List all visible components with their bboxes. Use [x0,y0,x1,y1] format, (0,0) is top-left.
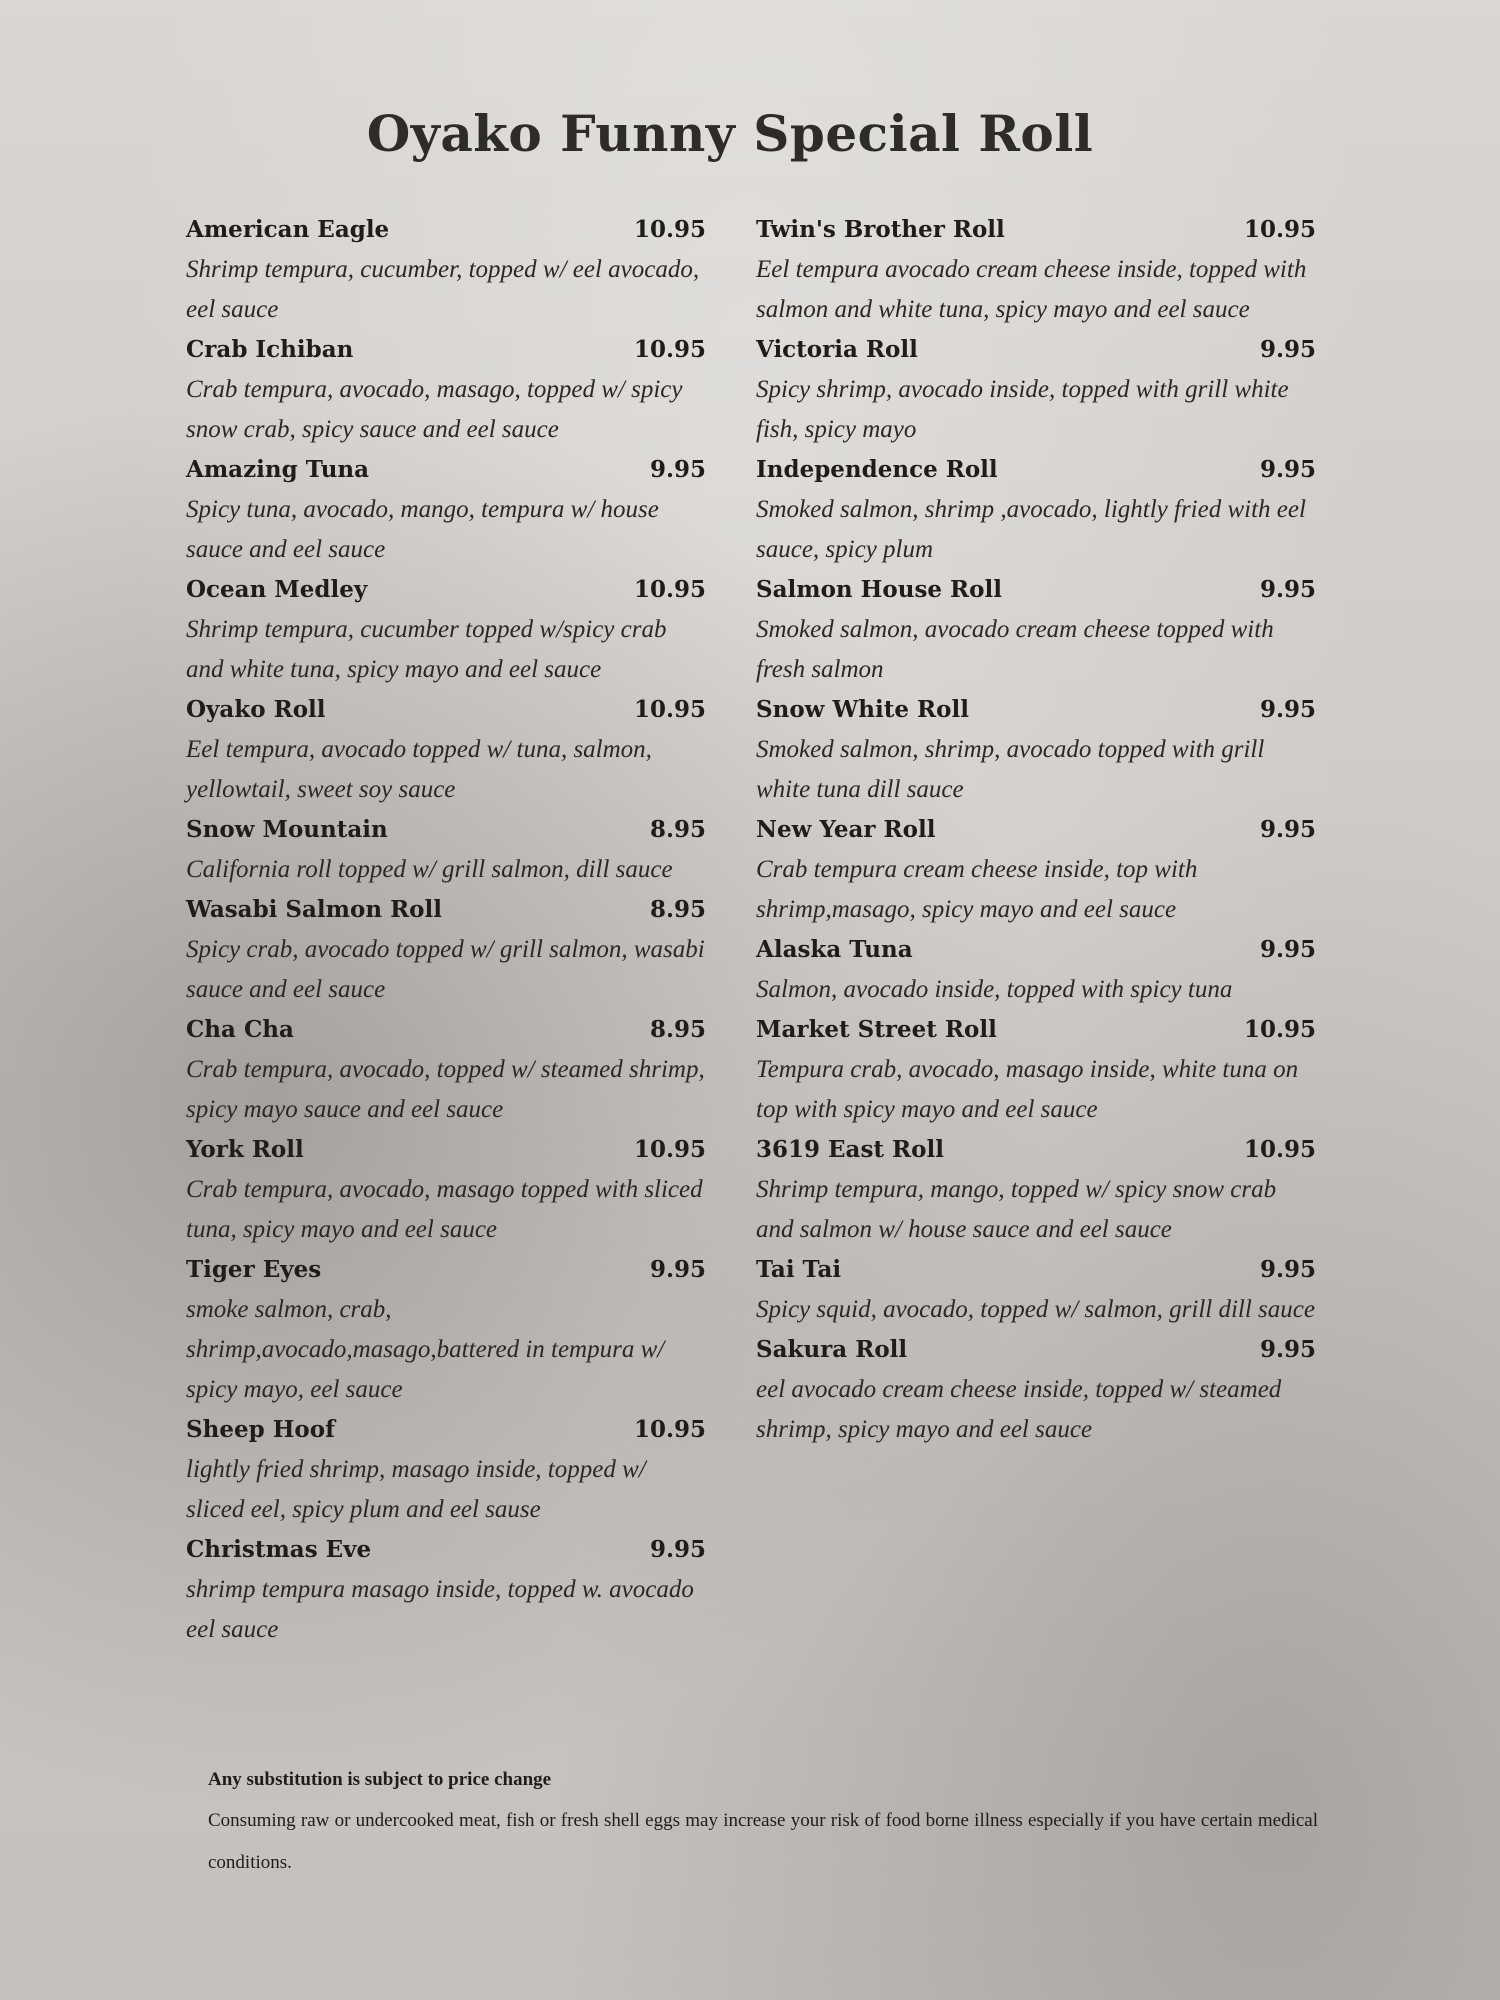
menu-item-description: lightly fried shrimp, masago inside, topped w/ sliced eel, spicy plum and eel sause [186,1456,646,1523]
menu-item [756,690,1316,810]
menu-item-description: Eel tempura, avocado topped w/ tuna, salmon, yellowtail, sweet soy sauce [186,736,652,803]
menu-item-name: Snow White Roll [756,696,969,723]
menu-item-price: 10.95 [633,576,706,603]
menu-item-header [186,1010,706,1050]
menu-title: Oyako Funny Special Roll [366,104,1094,163]
menu-item-description: Crab tempura, avocado, topped w/ steamed shrimp, spicy mayo sauce and eel sauce [186,1056,705,1123]
menu-item-price: 9.95 [1259,456,1316,483]
menu-item [186,1410,706,1530]
menu-item-price: 8.95 [649,816,706,843]
food-safety-warning: Consuming raw or undercooked meat, fish or fresh shell eggs may increase your risk of food borne illness especially if you have certain medical conditions. [208,1810,1318,1873]
menu-item-header [186,450,706,490]
menu-item [186,1010,706,1130]
menu-item-price: 9.95 [649,456,706,483]
menu-item-header [756,930,1316,970]
menu-item-description: Shrimp tempura, mango, topped w/ spicy snow crab and salmon w/ house sauce and eel sauce [756,1176,1277,1243]
menu-item-name: Tiger Eyes [186,1256,322,1283]
menu-item [756,210,1316,330]
menu-item-header [186,810,706,850]
menu-item-header [186,1530,706,1570]
menu-item-price: 9.95 [1259,336,1316,363]
menu-item [756,810,1316,930]
menu-item-name: Wasabi Salmon Roll [186,896,442,923]
menu-item-price: 9.95 [1259,576,1316,603]
menu-item-header [186,1410,706,1450]
menu-item [186,1530,706,1650]
menu-item-price: 10.95 [633,216,706,243]
menu-item-name: Snow Mountain [186,816,388,843]
menu-item-price: 9.95 [649,1256,706,1283]
menu-item-price: 8.95 [649,1016,706,1043]
menu-item [186,570,706,690]
menu-item-name: Twin's Brother Roll [756,216,1005,243]
menu-item-name: Independence Roll [756,456,998,483]
menu-item-price: 9.95 [1259,816,1316,843]
menu-item-description: Tempura crab, avocado, masago inside, white tuna on top with spicy mayo and eel sauce [756,1056,1299,1123]
menu-item-description: Smoked salmon, shrimp ,avocado, lightly fried with eel sauce, spicy plum [756,496,1306,563]
menu-item-price: 9.95 [1259,696,1316,723]
menu-item-name: New Year Roll [756,816,936,843]
menu-item-description: Shrimp tempura, cucumber, topped w/ eel avocado, eel sauce [186,256,700,323]
menu-item [756,1010,1316,1130]
menu-item-description: Crab tempura cream cheese inside, top with shrimp,masago, spicy mayo and eel sauce [756,856,1198,923]
menu-item-header [186,1250,706,1290]
menu-item-description: Spicy crab, avocado topped w/ grill salmon, wasabi sauce and eel sauce [186,936,705,1003]
menu-item-header [186,890,706,930]
menu-item-name: Tai Tai [756,1256,842,1283]
menu-item-header [186,1130,706,1170]
menu-item [756,1250,1316,1330]
right-menu-column [756,210,1316,1450]
menu-item-header [186,690,706,730]
menu-item-description: Salmon, avocado inside, topped with spicy tuna [756,976,1233,1003]
menu-item-price: 10.95 [1243,1016,1316,1043]
menu-item [756,330,1316,450]
menu-item-name: Ocean Medley [186,576,368,603]
menu-item-header [756,330,1316,370]
menu-item-price: 9.95 [649,1536,706,1563]
menu-item-price: 10.95 [633,1416,706,1443]
menu-item [756,450,1316,570]
substitution-note: Any substitution is subject to price change [208,1769,552,1790]
menu-item-price: 10.95 [633,1136,706,1163]
menu-item-description: smoke salmon, crab, shrimp,avocado,masago,battered in tempura w/ spicy mayo, eel sauce [186,1296,665,1403]
menu-item-description: Smoked salmon, shrimp, avocado topped with grill white tuna dill sauce [756,736,1265,803]
menu-item [186,810,706,890]
menu-item-description: Crab tempura, avocado, masago, topped w/ spicy snow crab, spicy sauce and eel sauce [186,376,683,443]
menu-item-name: Victoria Roll [756,336,918,363]
menu-item-name: Market Street Roll [756,1016,997,1043]
menu-item [186,1250,706,1410]
menu-item [756,1130,1316,1250]
menu-item-description: Crab tempura, avocado, masago topped with sliced tuna, spicy mayo and eel sauce [186,1176,703,1243]
menu-item-description: Spicy tuna, avocado, mango, tempura w/ house sauce and eel sauce [186,496,659,563]
menu-item-name: Salmon House Roll [756,576,1002,603]
menu-item-header [756,1130,1316,1170]
menu-item-description: Eel tempura avocado cream cheese inside, topped with salmon and white tuna, spicy mayo and eel sauce [756,256,1307,323]
menu-item-header [756,210,1316,250]
menu-item-name: Oyako Roll [186,696,326,723]
menu-item-name: Christmas Eve [186,1536,372,1563]
menu-item-description: Shrimp tempura, cucumber topped w/spicy crab and white tuna, spicy mayo and eel sauce [186,616,667,683]
menu-item-price: 9.95 [1259,1256,1316,1283]
menu-item-description: California roll topped w/ grill salmon, dill sauce [186,856,673,883]
menu-item-header [756,1330,1316,1370]
menu-item-price: 10.95 [633,696,706,723]
menu-item-name: 3619 East Roll [756,1136,944,1163]
menu-item-description: Spicy squid, avocado, topped w/ salmon, grill dill sauce [756,1296,1315,1323]
menu-item-header [186,570,706,610]
menu-item [186,330,706,450]
menu-item-price: 8.95 [649,896,706,923]
menu-item-name: York Roll [186,1136,304,1163]
menu-item-name: Crab Ichiban [186,336,354,363]
menu-item-header [756,570,1316,610]
menu-item [186,890,706,1010]
menu-item-price: 10.95 [1243,216,1316,243]
menu-item-header [756,450,1316,490]
menu-item-description: eel avocado cream cheese inside, topped w/ steamed shrimp, spicy mayo and eel sauce [756,1376,1282,1443]
menu-item-header [186,210,706,250]
menu-item [186,690,706,810]
menu-footer [208,1760,1318,1884]
menu-item-name: American Eagle [186,216,390,243]
menu-item-description: shrimp tempura masago inside, topped w. avocado eel sauce [186,1576,694,1643]
menu-item-header [756,1250,1316,1290]
menu-item-header [756,810,1316,850]
menu-item-description: Smoked salmon, avocado cream cheese topped with fresh salmon [756,616,1274,683]
menu-item-name: Sakura Roll [756,1336,908,1363]
menu-item-name: Cha Cha [186,1016,294,1043]
menu-item [756,570,1316,690]
menu-item-header [186,330,706,370]
menu-item-description: Spicy shrimp, avocado inside, topped with grill white fish, spicy mayo [756,376,1289,443]
menu-item-name: Sheep Hoof [186,1416,335,1443]
menu-item [186,450,706,570]
menu-item-header [756,690,1316,730]
menu-item-price: 9.95 [1259,936,1316,963]
menu-item-price: 9.95 [1259,1336,1316,1363]
menu-item [186,1130,706,1250]
menu-item-name: Alaska Tuna [756,936,913,963]
menu-item-price: 10.95 [633,336,706,363]
menu-item-header [756,1010,1316,1050]
menu-item [756,1330,1316,1450]
menu-item-price: 10.95 [1243,1136,1316,1163]
menu-item [756,930,1316,1010]
menu-item-name: Amazing Tuna [186,456,370,483]
menu-item [186,210,706,330]
left-menu-column [186,210,706,1650]
